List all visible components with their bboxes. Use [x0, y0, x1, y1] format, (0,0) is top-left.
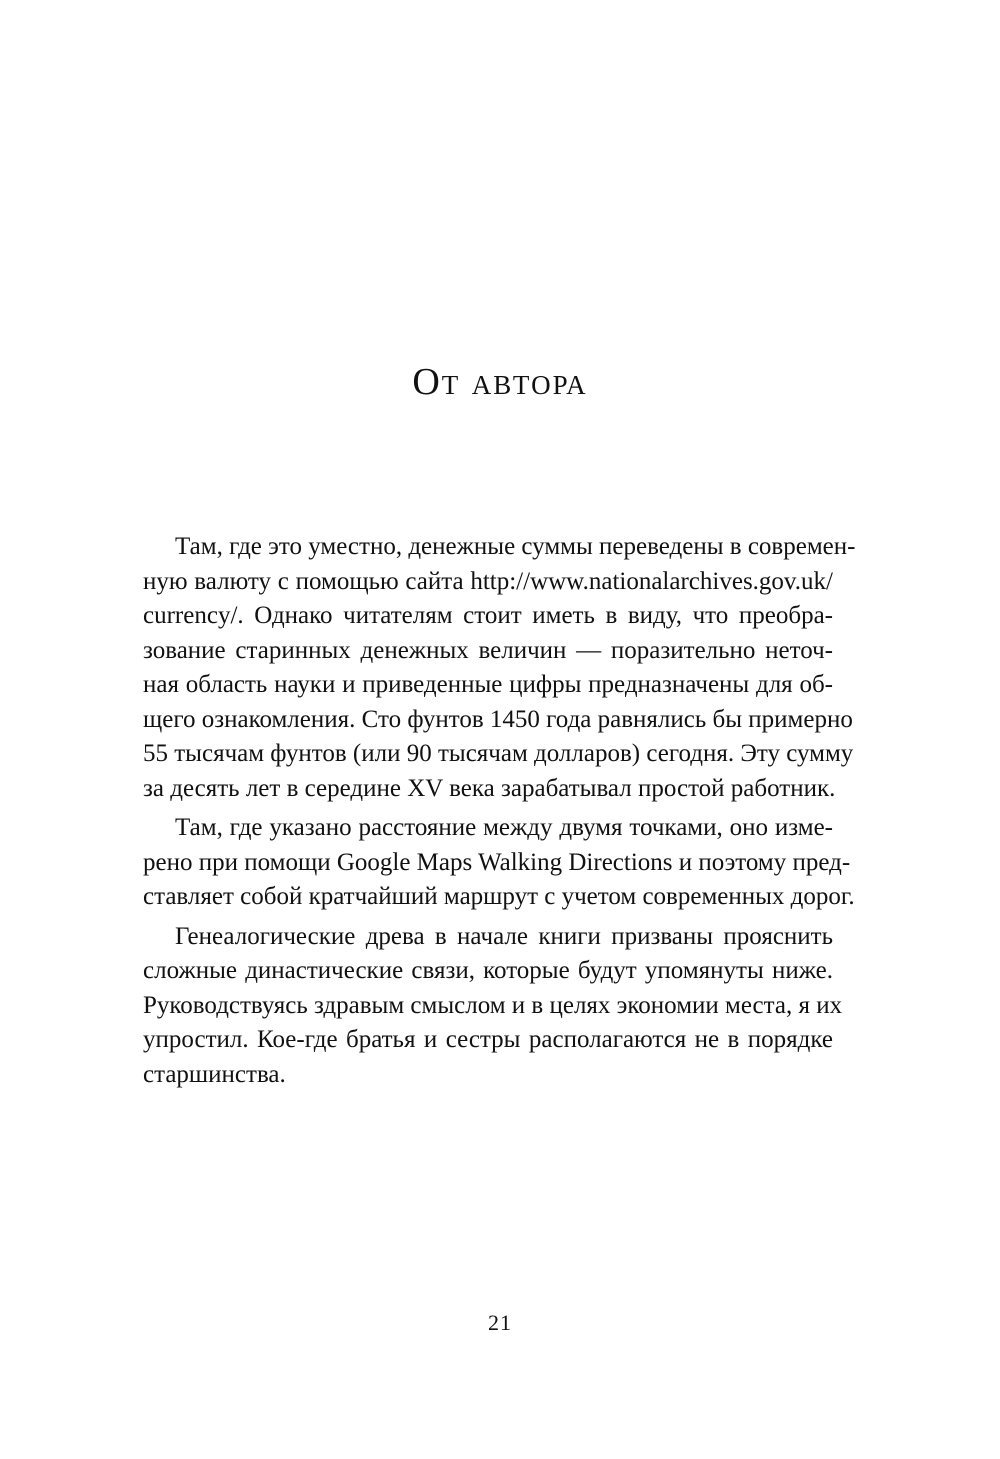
text-line: Там, где это уместно, денежные суммы переведены в современ-: [175, 533, 856, 560]
text-line: ная область науки и приведенные цифры предназначены для об-: [143, 671, 833, 698]
text-line: рено при помощи Google Maps Walking Directions и поэтому пред-: [143, 848, 851, 876]
text-line: зование старинных денежных величин — поразительно неточ-: [143, 636, 833, 664]
text-line: сложные династические связи, которые будут упомянуты ниже.: [143, 957, 833, 984]
text-line: ную валюту с помощью сайта http://www.nationalarchives.gov.uk/: [143, 567, 833, 595]
text-line: Генеалогические древа в начале книги призваны прояснить: [175, 922, 833, 950]
text-line: currency/. Однако читателям стоит иметь в виду, что преобра-: [143, 602, 833, 629]
text-line: ставляет собой кратчайший маршрут с учетом современных дорог.: [143, 883, 855, 910]
text-line: 55 тысячам фунтов (или 90 тысячам долларов) сегодня. Эту сумму: [143, 740, 854, 767]
body-text: [143, 530, 856, 1092]
text-line: за десять лет в середине XV века зарабатывал простой работник.: [143, 774, 836, 802]
text-line: щего ознакомления. Сто фунтов 1450 года равнялись бы примерно: [143, 705, 853, 733]
paragraph-genealogy: [143, 920, 843, 1093]
paragraph-currency: [143, 530, 856, 806]
chapter-title: От автора: [412, 361, 588, 403]
text-line: Там, где указано расстояние между двумя точками, оно изме-: [175, 814, 833, 841]
text-line: упростил. Кое-где братья и сестры располагаются не в порядке: [143, 1026, 833, 1053]
text-line: старшинства.: [143, 1060, 286, 1088]
page-number: 21: [488, 1310, 512, 1335]
text-line: Руководствуясь здравым смыслом и в целях экономии места, я их: [143, 991, 843, 1019]
paragraph-distance: [143, 811, 855, 915]
